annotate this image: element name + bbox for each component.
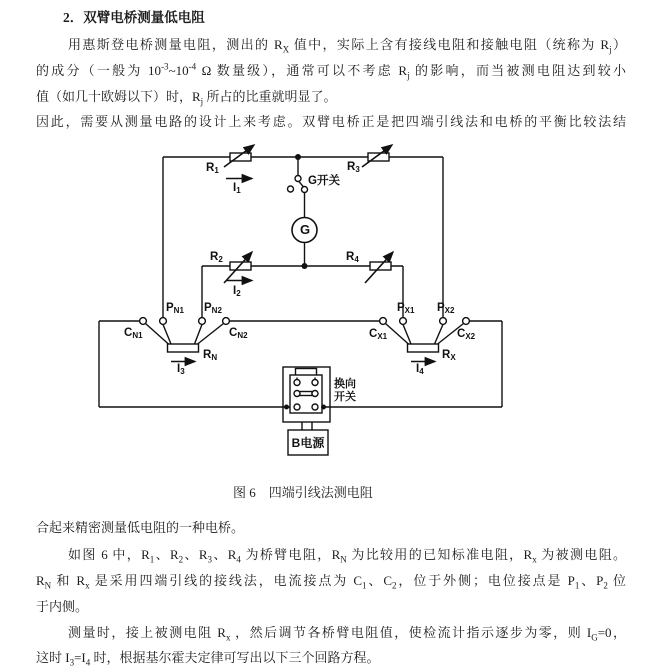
label-r1: $R_1$ xyxy=(206,162,219,175)
paragraph-line: 用惠斯登电桥测量电阻，测出的 $R_X$ 值中，实际上含有接线电阻和接触电阻（统称为 $R_j$） xyxy=(68,37,627,55)
figure-caption: 图 6 四端引线法测电阻 xyxy=(233,485,373,500)
paragraph-line: 的成分（一般为 $10^{-3}\sim 10^{-4}$ Ω 数量级），通常可以不考虑 $R_j$ 的影响，而当被测电阻达到较小 xyxy=(36,61,626,81)
label-cn1: $C_{N1}$ xyxy=(124,327,143,340)
label-i2: $I_2$ xyxy=(233,285,241,298)
label-r2: $R_2$ xyxy=(210,251,223,264)
label-i3: $I_3$ xyxy=(177,363,185,376)
paragraph-line: 值（如几十欧姆以下）时，$R_j$ 所占的比重就明显了。 xyxy=(36,89,337,107)
paragraph-line: 因此，需要从测量电路的设计上来考虑。双臂电桥正是把四端引线法和电桥的平衡比较法结 xyxy=(36,114,626,129)
label-rn: $R_N$ xyxy=(203,349,218,362)
label-rx: $R_X$ xyxy=(442,349,456,362)
label-galvanometer: G xyxy=(300,222,311,237)
label-i4: $I_4$ xyxy=(416,363,424,376)
label-r3: $R_3$ xyxy=(347,161,360,174)
label-g-switch: G开关 xyxy=(308,175,340,187)
paragraph-line: $R_N$ 和 $R_x$ 是采用四端引线的接线法，电流接点为 $C_1$、$C_2$，位于外侧；电位接点是 $P_1$、$P_2$ 位 xyxy=(36,573,627,591)
label-cn2: $C_{N2}$ xyxy=(229,327,248,340)
label-pn1: $P_{N1}$ xyxy=(166,302,184,315)
label-cx2: $C_{X2}$ xyxy=(457,328,476,341)
paragraph-line: 合起来精密测量低电阻的一种电桥。 xyxy=(36,520,245,535)
label-pn2: $P_{N2}$ xyxy=(204,302,222,315)
label-px1: $P_{X1}$ xyxy=(397,302,415,315)
label-reversing-switch-line2: 开关 xyxy=(334,391,356,403)
paragraph-line: 于内侧。 xyxy=(36,599,89,614)
label-i1: $I_1$ xyxy=(233,182,241,195)
label-battery: B电源 xyxy=(291,436,325,450)
label-px2: $P_{X2}$ xyxy=(437,302,455,315)
label-cx1: $C_{X1}$ xyxy=(369,328,388,341)
paragraph-line: 测量时，接上被测电阻 $R_x$ ，然后调节各桥臂电阻值，使检流计指示逐步为零，则 $I_G=0$， xyxy=(68,625,626,643)
label-r4: $R_4$ xyxy=(346,251,359,264)
paragraph-line: 这时 $I_3=I_4$ 时，根据基尔霍夫定律可写出以下三个回路方程。 xyxy=(36,650,380,668)
label-reversing-switch-line1: 换向 xyxy=(334,378,356,390)
section-heading: 2．双臂电桥测量低电阻 xyxy=(63,10,205,25)
paragraph-line: 如图 6 中，$R_1$、$R_2$、$R_3$、$R_4$ 为桥臂电阻，$R_N$ 为比较用的已知标准电阻，$R_x$ 为被测电阻。 xyxy=(68,547,627,565)
